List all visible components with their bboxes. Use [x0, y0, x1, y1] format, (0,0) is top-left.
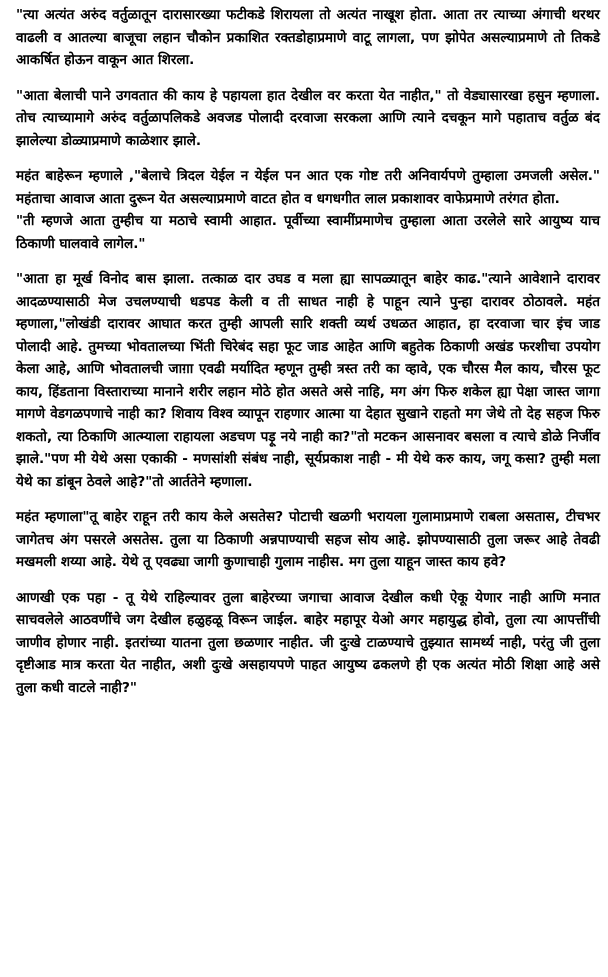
- paragraph-2: "आता बेलाची पाने उगवतात की काय हे पहायला हात देखील वर करता येत नाहीत," तो वेड्यासारखा हसुन म्हणाला. तोच त्याच्यामागे अरुंद वर्तुळापलिकडे अवजड पोलादी दरवाजा सरकला आणि त्याने दचकून मागे पहाताच वर्तुळ बंद झालेल्या डोळ्याप्रमाणे काळेशार झाले.: [16, 87, 600, 149]
- paragraph-1: "त्या अत्यंत अरुंद वर्तुळातून दारासारख्या फटीकडे शिरायला तो अत्यंत नाखूश होता. आता तर त्याच्या अंगाची थरथर वाढली व आतल्या बाजूचा लहान चौकोन प्रकाशित रक्तडोहाप्रमाणे वाटू लागला, पण झोपेत असल्याप्रमाणे तो तिकडे आकर्षित होऊन वाकून आत शिरला.: [16, 7, 600, 68]
- paragraph-6: महंत म्हणाला"तू बाहेर राहून तरी काय केले असतेस? पोटाची खळगी भरायला गुलामाप्रमाणे राबला असतास, टीचभर जागेतच अंग पसरले असतेस. तुला या ठिकाणी अन्नपाण्याची सहज सोय आहे. झोपण्यासाठी तुला जरूर आहे तेवढी मखमली शय्या आहे. येथे तू एवढ्या जागी कुणाचाही गुलाम नाहीस. मग तुला याहून जास्त काय हवे?: [16, 509, 600, 570]
- paragraph-3: महंत बाहेरून म्हणाले ,"बेलाचे त्रिदल येईल न येईल पन आत एक गोष्ट तरी अनिवार्यपणे तुम्हाला उमजली असेल." महंताचा आवाज आता दुरून येत असल्याप्रमाणे वाटत होत व धगधगीत लाल प्रकाशावर वाफेप्रमाणे तरंगत होता.: [16, 168, 600, 207]
- paragraph-7: आणखी एक पहा - तू येथे राहिल्यावर तुला बाहेरच्या जगाचा आवाज देखील कधी ऐकू येणार नाही आणि मनात साचवलेले आठवणींचे जग देखील हळुहळू विरून जाईल. बाहेर महापूर येओ अगर महायुद्ध होवो, तुला त्या आपत्तींची जाणीव होणार नाही. इतरांच्या यातना तुला छळणार नाहीत. जी दुःखे टाळण्याचे तुझ्यात सामर्थ्य नाही, परंतु जी तुला दृष्टीआड मात्र करता येत नाहीत, अशी दुःखे असहायपणे पाहत आयुष्य ढकलणे ही एक अत्यंत मोठी शिक्षा आहे असे तुला कधी वाटले नाही?": [16, 589, 600, 696]
- document-page: [16, 4, 600, 712]
- paragraph-4: "ती म्हणजे आता तुम्हीच या मठाचे स्वामी आहात. पूर्वीच्या स्वामींप्रमाणेच तुम्हाला आता उरलेले सारे आयुष्य याच ठिकाणी घालवावे लागेल.": [16, 213, 600, 252]
- paragraph-5: "आता हा मूर्ख विनोद बास झाला. तत्काळ दार उघड व मला ह्या सापळ्यातून बाहेर काढ."त्याने आवेशाने दारावर आदळण्यासाठी मेज उचलण्याची धडपड केली व ती साधत नाही हे पाहून त्याने पुन्हा दारावर ठोठावले. महंत म्हणाला,"लोखंडी दारावर आघात करत तुम्ही आपली सारि शक्ती व्यर्थ उधळत आहात, हा दरवाजा चार इंच जाड पोलादी आहे. तुमच्या भोवतालच्या भिंती चिरेबंद सहा फूट जाड आहेत आणि बहुतेक ठिकाणी अखंड फरशीचा उपयोग केला आहे, आणि भोवतालची जाग़ा एवढी मर्यादित म्हणून तुम्ही त्रस्त तरी का व्हावे, एक चौरस मैल काय, चौरस फूट काय, हिंडताना विस्ताराच्या मानाने शरीर लहान मोठे होत असते असे नाहि, मग अंग फिरु शकेल ह्या पेक्षा जास्त जागा मागणे वेडगळपणाचे नाही का? शिवाय विश्व व्यापून राहणार आत्मा या देहात सुखाने राहतो मग जेथे तो देह सहज फिरु शकतो, त्या ठिकाणि आत्म्याला राहायला अडचण पड़ू नये नाही का?"तो मटकन आसनावर बसला व त्याचे डोळे निर्जीव झाले."पण मी येथे असा एकाकी - मणसांशी संबंध नाही, सूर्यप्रकाश नाही - मी येथे करु काय, जगू कसा? तुम्ही मला येथे का डांबून ठेवले आहे?"तो आर्ततेने म्हणाला.: [16, 271, 600, 490]
